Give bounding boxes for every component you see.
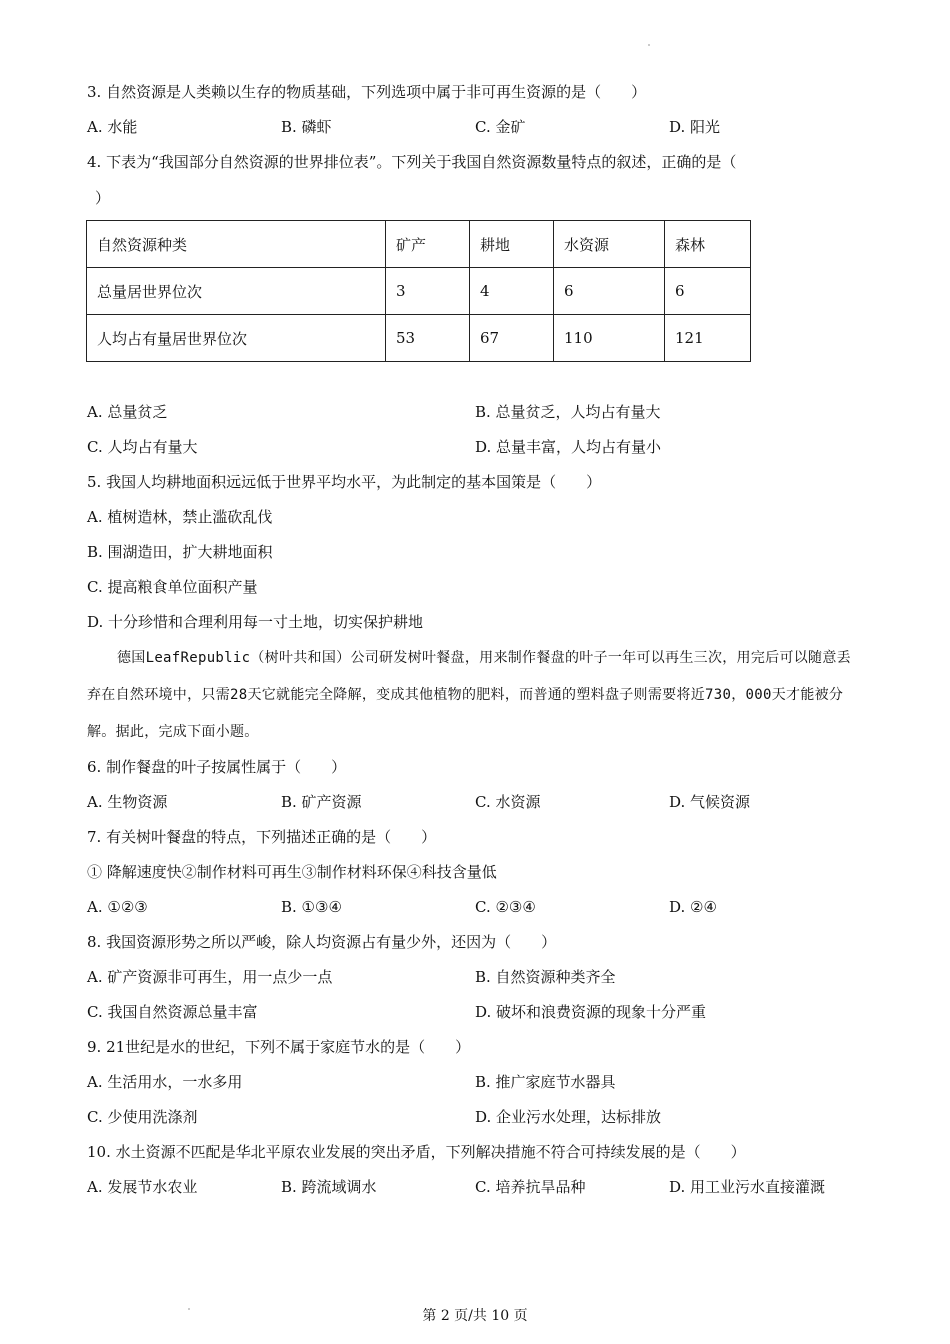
question-7-option-d: D. ②④ bbox=[669, 898, 717, 916]
question-3-option-b: B. 磷虾 bbox=[281, 118, 332, 136]
question-8-option-b: B. 自然资源种类齐全 bbox=[475, 968, 616, 986]
table-cell: 121 bbox=[665, 315, 751, 362]
question-3-option-c: C. 金矿 bbox=[475, 118, 526, 136]
table-cell: 6 bbox=[665, 268, 751, 315]
question-7-stem: 7. 有关树叶餐盘的特点，下列描述正确的是（ ） bbox=[87, 828, 437, 846]
table-header-cell: 自然资源种类 bbox=[87, 221, 386, 268]
question-10-option-d: D. 用工业污水直接灌溉 bbox=[669, 1178, 826, 1196]
table-cell: 3 bbox=[386, 268, 470, 315]
question-3-option-a: A. 水能 bbox=[87, 118, 138, 136]
question-9-option-a: A. 生活用水，一水多用 bbox=[87, 1073, 243, 1091]
question-9-option-b: B. 推广家庭节水器具 bbox=[475, 1073, 616, 1091]
table-row bbox=[87, 268, 751, 315]
table-cell: 总量居世界位次 bbox=[87, 268, 386, 315]
question-5-option-a: A. 植树造林，禁止滥砍乱伐 bbox=[87, 508, 273, 526]
question-9-stem: 9. 21世纪是水的世纪，下列不属于家庭节水的是（ ） bbox=[87, 1038, 471, 1056]
table-header-cell: 水资源 bbox=[554, 221, 665, 268]
question-9-option-c: C. 少使用洗涤剂 bbox=[87, 1108, 198, 1126]
table-row bbox=[87, 315, 751, 362]
question-4-option-b: B. 总量贫乏，人均占有量大 bbox=[475, 403, 661, 421]
question-10-option-b: B. 跨流域调水 bbox=[281, 1178, 377, 1196]
question-3-option-d: D. 阳光 bbox=[669, 118, 721, 136]
question-6-option-a: A. 生物资源 bbox=[87, 793, 168, 811]
question-6-option-b: B. 矿产资源 bbox=[281, 793, 362, 811]
reading-passage: 德国LeafRepublic（树叶共和国）公司研发树叶餐盘，用来制作餐盘的叶子一年可以再生三次，用完后可以随意丢弃在自然环境中，只需28天它就能完全降解，变成其他植物的肥料，而普通的塑料盘子则需要将近730，000天才能被分解。据此，完成下面小题。 bbox=[87, 650, 851, 740]
resource-ranking-table bbox=[86, 220, 751, 362]
question-8-option-d: D. 破坏和浪费资源的现象十分严重 bbox=[475, 1003, 707, 1021]
question-10-stem: 10. 水土资源不匹配是华北平原农业发展的突出矛盾，下列解决措施不符合可持续发展的是（ ） bbox=[87, 1143, 746, 1161]
table-cell: 53 bbox=[386, 315, 470, 362]
question-5-option-b: B. 围湖造田，扩大耕地面积 bbox=[87, 543, 273, 561]
table-cell: 人均占有量居世界位次 bbox=[87, 315, 386, 362]
question-7-option-b: B. ①③④ bbox=[281, 898, 342, 916]
scan-dot bbox=[648, 44, 650, 46]
table-header-cell: 矿产 bbox=[386, 221, 470, 268]
table-header-cell: 森林 bbox=[665, 221, 751, 268]
question-10-option-c: C. 培养抗旱品种 bbox=[475, 1178, 586, 1196]
table-cell: 4 bbox=[470, 268, 554, 315]
page-number-footer: 第 2 页/共 10 页 bbox=[422, 1308, 528, 1324]
question-4-stem-end: ） bbox=[95, 189, 111, 207]
table-cell: 110 bbox=[554, 315, 665, 362]
question-8-stem: 8. 我国资源形势之所以严峻，除人均资源占有量少外，还因为（ ） bbox=[87, 933, 557, 951]
table-cell: 67 bbox=[470, 315, 554, 362]
question-10-option-a: A. 发展节水农业 bbox=[87, 1178, 198, 1196]
question-3-stem: 3. 自然资源是人类赖以生存的物质基础，下列选项中属于非可再生资源的是（ ） bbox=[87, 83, 647, 101]
question-6-option-c: C. 水资源 bbox=[475, 793, 541, 811]
question-4-stem: 4. 下表为“我国部分自然资源的世界排位表”。下列关于我国自然资源数量特点的叙述，正确的是（ bbox=[87, 153, 737, 171]
question-5-option-d: D. 十分珍惜和合理利用每一寸土地，切实保护耕地 bbox=[87, 613, 424, 631]
question-8-option-c: C. 我国自然资源总量丰富 bbox=[87, 1003, 258, 1021]
table-row bbox=[87, 221, 751, 268]
question-9-option-d: D. 企业污水处理，达标排放 bbox=[475, 1108, 662, 1126]
question-4-option-d: D. 总量丰富，人均占有量小 bbox=[475, 438, 662, 456]
question-4-option-a: A. 总量贫乏 bbox=[87, 403, 168, 421]
question-4-option-c: C. 人均占有量大 bbox=[87, 438, 198, 456]
question-8-option-a: A. 矿产资源非可再生，用一点少一点 bbox=[87, 968, 333, 986]
question-6-stem: 6. 制作餐盘的叶子按属性属于（ ） bbox=[87, 758, 347, 776]
question-7-statements: ① 降解速度快②制作材料可再生③制作材料环保④科技含量低 bbox=[87, 863, 497, 881]
table-header-cell: 耕地 bbox=[470, 221, 554, 268]
table-cell: 6 bbox=[554, 268, 665, 315]
question-6-option-d: D. 气候资源 bbox=[669, 793, 751, 811]
question-5-option-c: C. 提高粮食单位面积产量 bbox=[87, 578, 258, 596]
question-7-option-a: A. ①②③ bbox=[87, 898, 148, 916]
question-7-option-c: C. ②③④ bbox=[475, 898, 536, 916]
question-5-stem: 5. 我国人均耕地面积远远低于世界平均水平，为此制定的基本国策是（ ） bbox=[87, 473, 602, 491]
